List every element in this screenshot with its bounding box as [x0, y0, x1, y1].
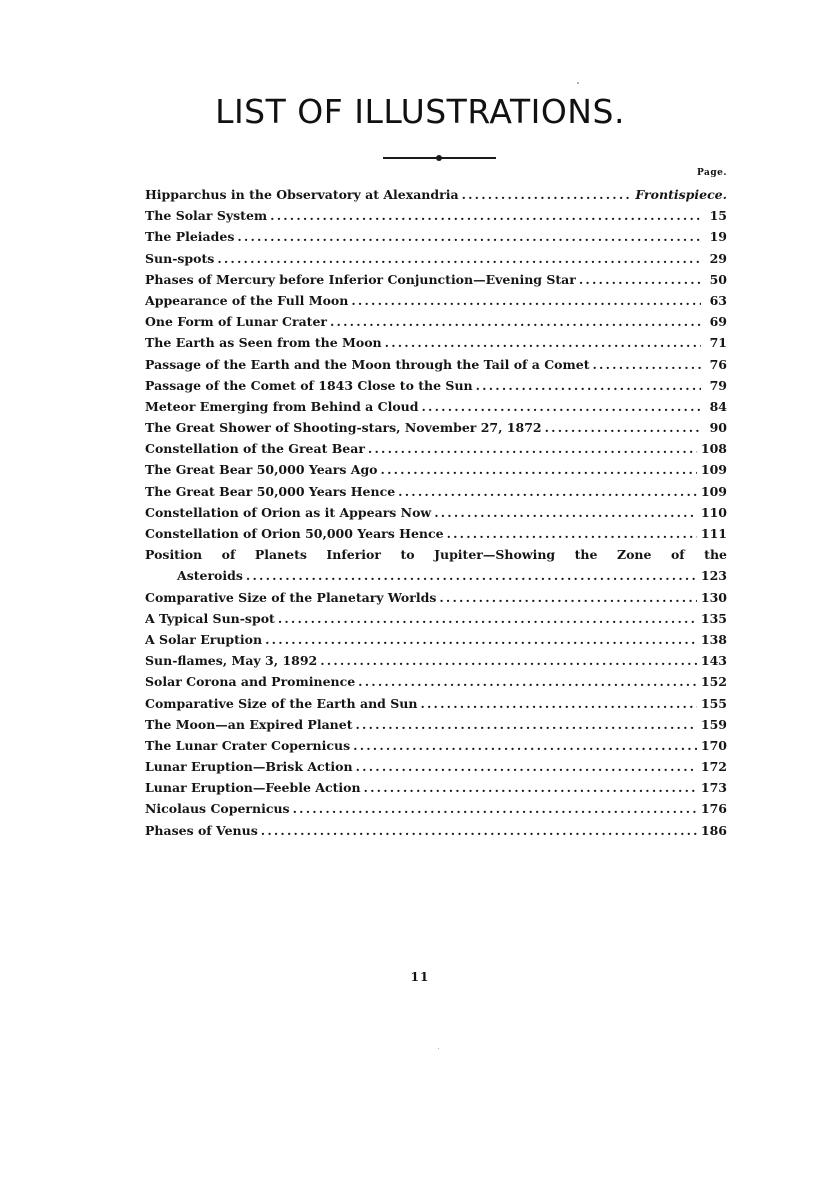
entry-label: Nicolaus Copernicus: [145, 801, 290, 817]
leader-dots: [447, 523, 697, 544]
leader-dots: [356, 756, 697, 777]
entry-label: The Moon—an Expired Planet: [145, 716, 353, 732]
entry-page: 155: [700, 695, 727, 711]
list-item: [145, 354, 727, 375]
entry-page: 152: [700, 674, 727, 690]
entry-page: 84: [709, 398, 727, 414]
leader-dots: [420, 693, 696, 714]
list-item: [145, 587, 727, 608]
list-item: [145, 226, 727, 247]
list-item: [145, 777, 727, 798]
entry-label: One Form of Lunar Crater: [145, 314, 327, 330]
entry-page: 159: [700, 716, 727, 732]
entry-page: 63: [709, 292, 727, 308]
leader-dots: [476, 375, 701, 396]
leader-dots: [270, 205, 701, 226]
list-item: [145, 608, 727, 629]
entry-page: 19: [709, 229, 727, 245]
list-item: [145, 650, 727, 671]
entry-label: Sun-flames, May 3, 1892: [145, 653, 318, 669]
entry-label: The Great Bear 50,000 Years Ago: [145, 462, 378, 478]
entry-label: Phases of Venus: [145, 822, 258, 838]
page-number: 11: [410, 970, 430, 984]
leader-dots: [579, 269, 701, 290]
entry-label: Solar Corona and Prominence: [145, 674, 356, 690]
leader-dots: [434, 502, 697, 523]
illustrations-list: [145, 184, 727, 841]
list-item: [145, 332, 727, 353]
entry-page: Frontispiece.: [635, 187, 727, 202]
entry-label: Hipparchus in the Observatory at Alexandria: [145, 187, 459, 202]
list-item: [145, 756, 727, 777]
page-title: LIST OF ILLUSTRATIONS.: [215, 92, 625, 131]
entry-label: Passage of the Comet of 1843 Close to the Sun: [145, 377, 473, 393]
list-item: [145, 481, 727, 502]
leader-dots: [385, 332, 701, 353]
entry-page: 138: [700, 631, 727, 647]
list-item: [145, 798, 727, 819]
entry-page: 108: [700, 441, 727, 457]
list-item: [145, 205, 727, 226]
entry-label: The Great Bear 50,000 Years Hence: [145, 483, 396, 499]
list-item: [145, 820, 727, 841]
entry-page: 143: [700, 653, 727, 669]
leader-dots: [364, 777, 697, 798]
paper-speck: [438, 1048, 439, 1049]
entry-label: Lunar Eruption—Brisk Action: [145, 759, 353, 775]
leader-dots: [353, 735, 697, 756]
entry-label: Meteor Emerging from Behind a Cloud: [145, 398, 419, 414]
leader-dots: [592, 354, 701, 375]
list-item: [145, 269, 727, 290]
list-item: [145, 438, 727, 459]
entry-page: 176: [700, 801, 727, 817]
entry-label-line2: Asteroids: [177, 568, 243, 584]
list-item: [145, 459, 727, 480]
leader-dots: [421, 396, 701, 417]
entry-page: 110: [700, 504, 727, 520]
leader-dots: [265, 629, 697, 650]
list-item: [145, 714, 727, 735]
leader-dots: [246, 565, 697, 586]
leader-dots: [358, 671, 697, 692]
list-item: [145, 629, 727, 650]
entry-label: The Great Shower of Shooting-stars, November 27, 1872: [145, 420, 542, 436]
leader-dots: [293, 798, 697, 819]
title-rule-ornament: [436, 155, 442, 161]
leader-dots: [545, 417, 701, 438]
list-item: [145, 311, 727, 332]
entry-page: 109: [700, 462, 727, 478]
entry-page: 79: [709, 377, 727, 393]
entry-label: Constellation of Orion as it Appears Now: [145, 504, 432, 520]
leader-dots: [368, 438, 697, 459]
leader-dots: [330, 311, 701, 332]
list-item: [145, 375, 727, 396]
entry-label: A Typical Sun-spot: [145, 610, 275, 626]
list-item: [145, 502, 727, 523]
entry-label: The Pleiades: [145, 229, 235, 245]
leader-dots: [351, 290, 701, 311]
entry-label: The Earth as Seen from the Moon: [145, 335, 382, 351]
leader-dots: [237, 226, 701, 247]
leader-dots: [217, 248, 701, 269]
entry-label: The Lunar Crater Copernicus: [145, 737, 351, 753]
entry-label: Lunar Eruption—Feeble Action: [145, 780, 361, 796]
entry-page: 123: [700, 568, 727, 584]
leader-dots: [398, 481, 697, 502]
entry-page: 69: [709, 314, 727, 330]
list-item: [145, 735, 727, 756]
entry-label-line1: Position of Planets Inferior to Jupiter—Showing the Zone of the: [145, 547, 727, 563]
leader-dots: [381, 459, 697, 480]
entry-label: Comparative Size of the Earth and Sun: [145, 695, 418, 711]
leader-dots: [320, 650, 697, 671]
entry-page: 29: [709, 250, 727, 266]
page-column-label: Page.: [696, 168, 727, 178]
leader-dots: [261, 820, 697, 841]
paper-speck: [577, 82, 579, 84]
entry-label: Passage of the Earth and the Moon through the Tail of a Comet: [145, 356, 590, 372]
entry-page: 170: [700, 737, 727, 753]
entry-label: Phases of Mercury before Inferior Conjunction—Evening Star: [145, 271, 576, 287]
entry-label: Comparative Size of the Planetary Worlds: [145, 589, 437, 605]
list-item: [145, 693, 727, 714]
entry-page: 172: [700, 759, 727, 775]
leader-dots: [356, 714, 697, 735]
list-item: [145, 523, 727, 544]
entry-page: 109: [700, 483, 727, 499]
entry-page: 50: [709, 271, 727, 287]
list-item: [145, 290, 727, 311]
entry-page: 173: [700, 780, 727, 796]
entry-label: Constellation of the Great Bear: [145, 441, 365, 457]
entry-label: Constellation of Orion 50,000 Years Hence: [145, 526, 444, 541]
list-item: [145, 184, 727, 205]
list-item: [145, 417, 727, 438]
list-item: [145, 396, 727, 417]
entry-page: 186: [700, 822, 727, 838]
entry-page: 130: [700, 589, 727, 605]
entry-page: 76: [709, 356, 727, 372]
list-item: [145, 565, 727, 586]
entry-page: 90: [709, 420, 727, 436]
entry-page: 15: [709, 208, 727, 224]
entry-label: Appearance of the Full Moon: [145, 292, 349, 308]
entry-label: The Solar System: [145, 208, 268, 224]
entry-page: 135: [700, 610, 727, 626]
entry-page: 111: [700, 526, 727, 541]
list-item: [145, 248, 727, 269]
list-item: [145, 671, 727, 692]
leader-dots: [439, 587, 697, 608]
entry-label: Sun-spots: [145, 250, 215, 266]
entry-page: 71: [709, 335, 727, 351]
entry-label: A Solar Eruption: [145, 631, 263, 647]
leader-dots: [278, 608, 697, 629]
leader-dots: [462, 184, 632, 205]
